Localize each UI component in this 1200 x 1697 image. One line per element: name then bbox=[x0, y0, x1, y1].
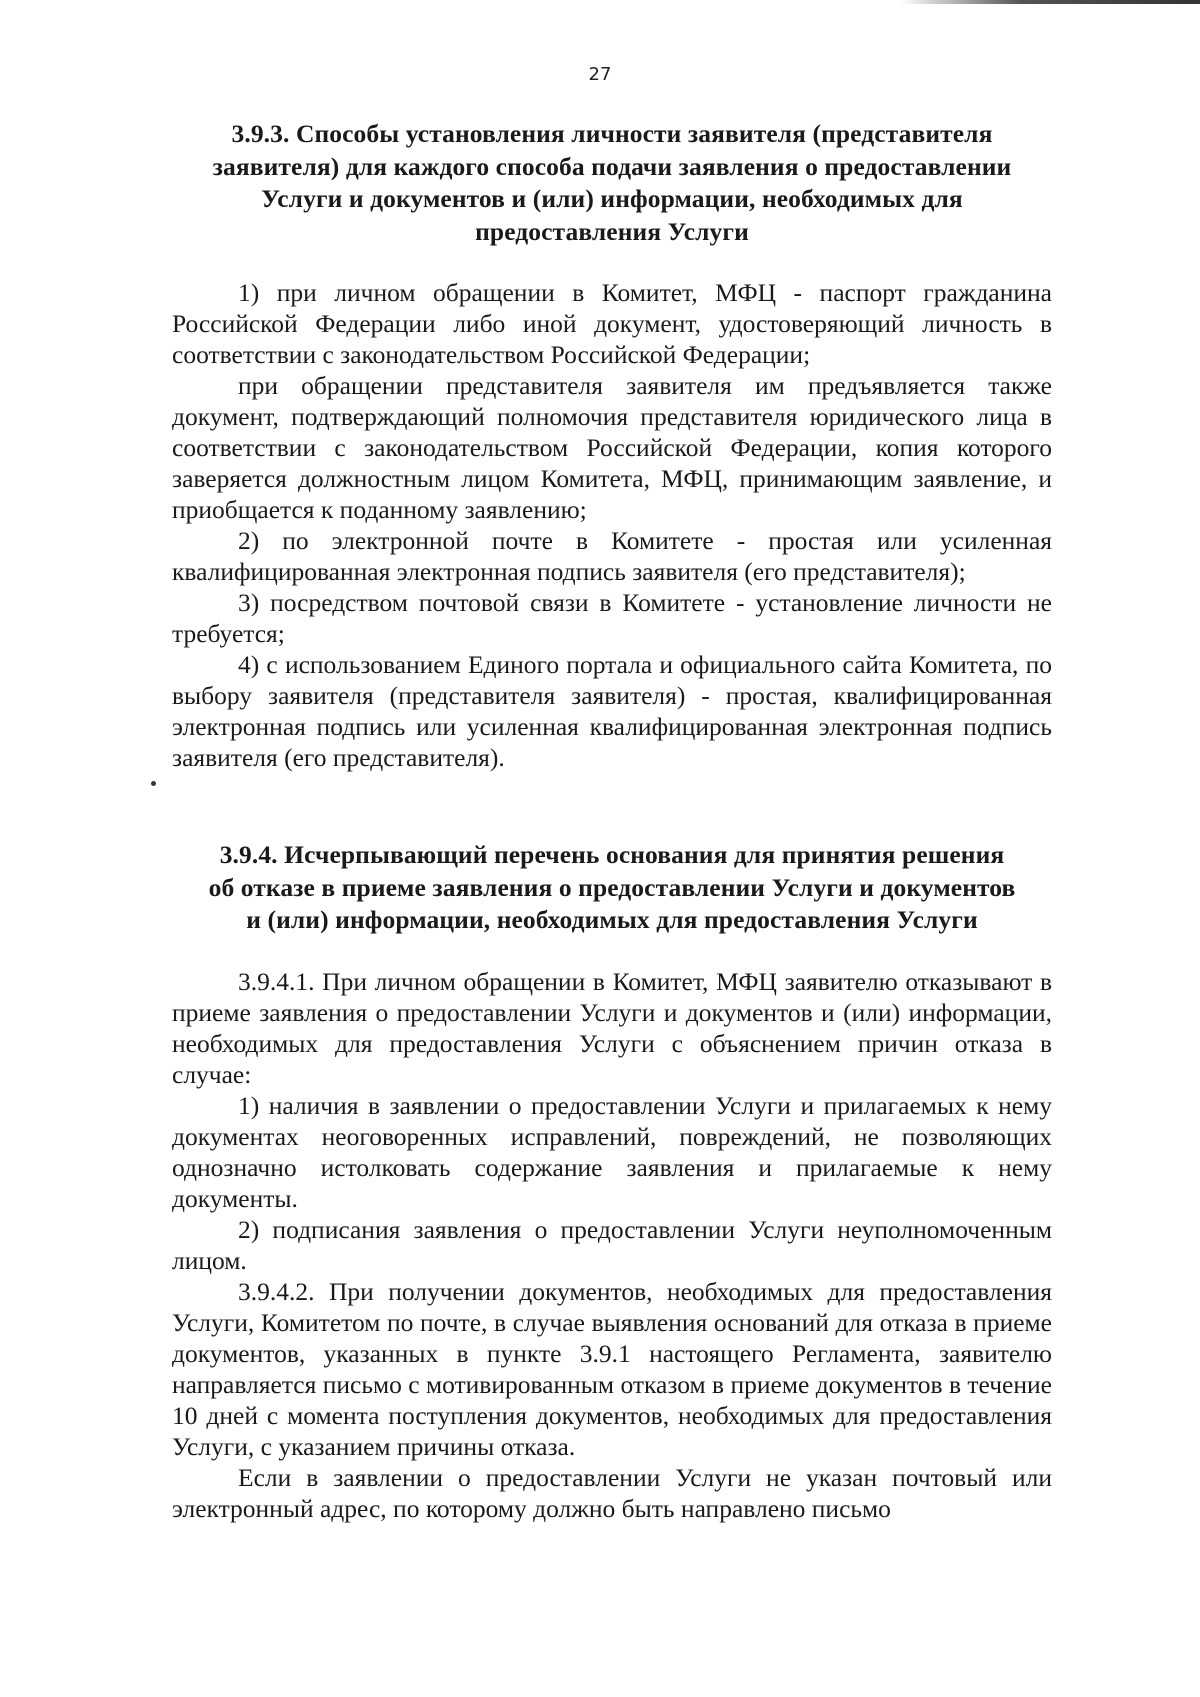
paragraph-personal-visit: 1) при личном обращении в Комитет, МФЦ - паспорт гражданина Российской Федерации либо иной документ, удостоверяющий личность в соответствии с законодательством Российской Федерации; bbox=[172, 278, 1052, 369]
paragraph-3-9-4-2: 3.9.4.2. При получении документов, необходимых для предоставления Услуги, Комитетом по почте, в случае выявления оснований для отказа в приеме документов, указанных в пункте 3.9.1 настоящего Регламента, заявителю направляется письмо с мотивированным отказом в приеме документов в течение 10 дней с момента поступления документов, необходимых для предоставления Услуги, с указанием причины отказа. bbox=[172, 1276, 1052, 1461]
section-heading-3-9-4 bbox=[172, 839, 1052, 937]
heading-line: заявителя) для каждого способа подачи заявления о предоставлении bbox=[212, 151, 1012, 181]
paragraph-reason-2: 2) подписания заявления о предоставлении Услуги неуполномоченным лицом. bbox=[172, 1214, 1052, 1275]
paragraph-portal: 4) с использованием Единого портала и официального сайта Комитета, по выбору заявителя (представителя заявителя) - простая, квалифицированная электронная подпись или усиленная квалифицированная электронная подпись заявителя (его представителя). bbox=[172, 650, 1052, 772]
paragraph-postal: 3) посредством почтовой связи в Комитете - установление личности не требуется; bbox=[172, 588, 1052, 648]
heading-line: 3.9.4. Исчерпывающий перечень основания для принятия решения bbox=[219, 840, 1005, 869]
document-body bbox=[172, 118, 1052, 1524]
heading-line: предоставления Услуги bbox=[475, 216, 749, 246]
section-heading-3-9-3 bbox=[172, 118, 1052, 248]
heading-line: 3.9.3. Способы установления личности заявителя (представителя bbox=[231, 119, 993, 148]
scan-edge-line bbox=[900, 0, 1200, 4]
page-number: 27 bbox=[588, 64, 612, 85]
paragraph-representative: при обращении представителя заявителя им предъявляется также документ, подтверждающий полномочия представителя юридического лица в соответствии с законодательством Российской Федерации, копия которого заверяется должностным лицом Комитета, МФЦ, принимающим заявление, и приобщается к поданному заявлению; bbox=[172, 371, 1052, 524]
paragraph-email: 2) по электронной почте в Комитете - простая или усиленная квалифицированная электронная подпись заявителя (его представителя); bbox=[172, 526, 1052, 586]
paragraph-no-address: Если в заявлении о предоставлении Услуги не указан почтовый или электронный адрес, по которому должно быть направлено письмо bbox=[172, 1462, 1052, 1523]
paragraph-3-9-4-1: 3.9.4.1. При личном обращении в Комитет, МФЦ заявителю отказывают в приеме заявления о предоставлении Услуги и документов и (или) информации, необходимых для предоставления Услуги с объяснением причин отказа в случае: bbox=[172, 966, 1052, 1089]
heading-line: и (или) информации, необходимых для предоставления Услуги bbox=[246, 905, 978, 934]
paragraph-reason-1: 1) наличия в заявлении о предоставлении Услуги и прилагаемых к нему документах неоговоренных исправлений, повреждений, не позволяющих однозначно истолковать содержание заявления и прилагаемые к нему документы. bbox=[172, 1090, 1052, 1213]
heading-line: Услуги и документов и (или) информации, необходимых для bbox=[261, 184, 963, 213]
heading-line: об отказе в приеме заявления о предоставлении Услуги и документов bbox=[208, 872, 1016, 902]
scan-speck bbox=[151, 781, 156, 786]
